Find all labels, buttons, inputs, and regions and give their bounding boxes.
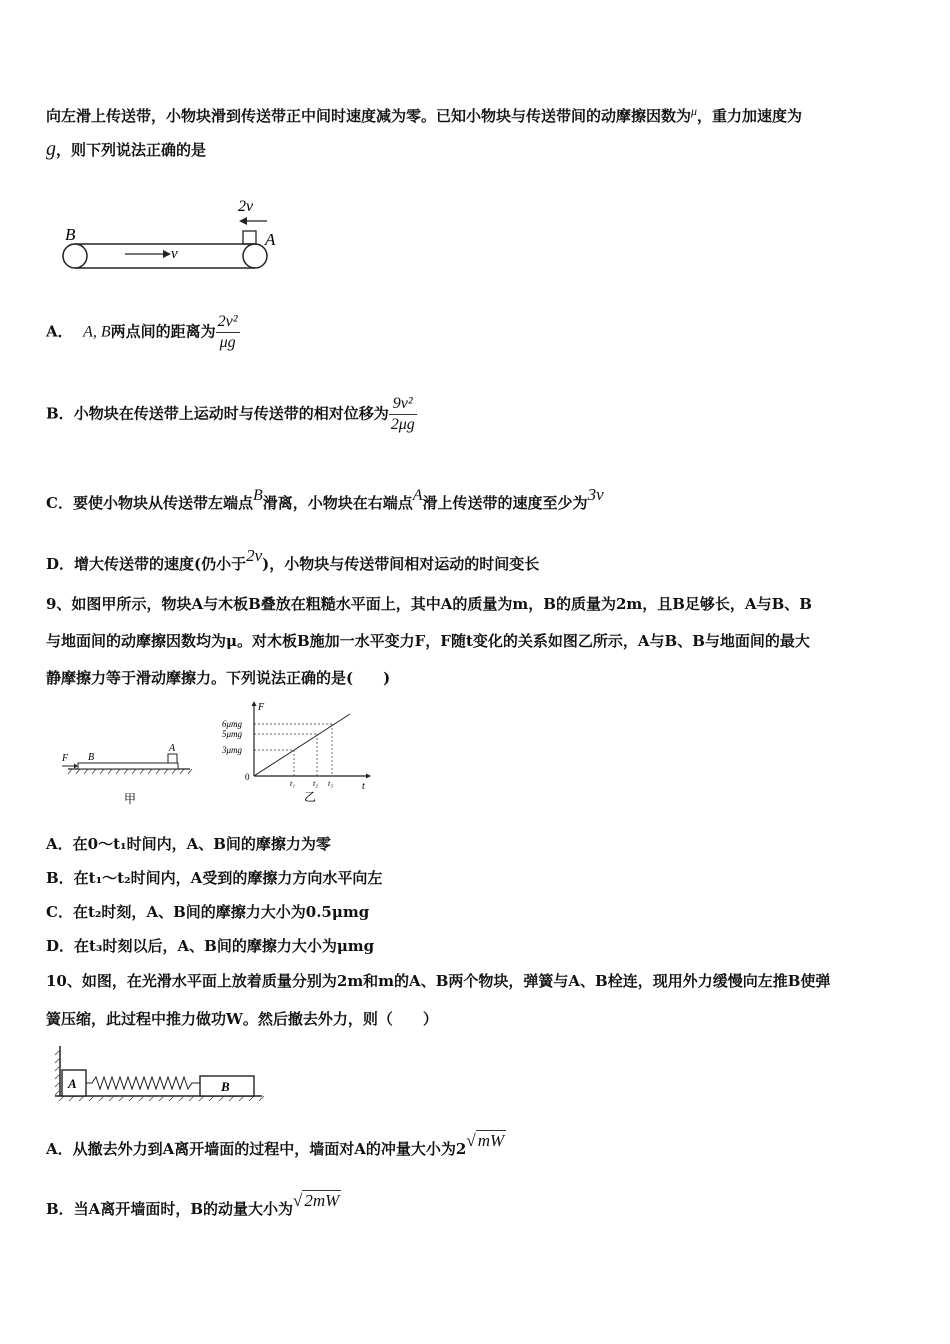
q10-line-1: 10、如图，在光滑水平面上放着质量分别为2m和m的A、B两个物块，弹簧与A、B栓连，现用外力缓慢向左推B使弹	[46, 972, 831, 990]
yi-axis-F: F	[258, 702, 265, 713]
jia-caption: 甲	[124, 792, 137, 806]
spring-blocks-figure	[52, 1040, 272, 1108]
q8-option-c[interactable]: C．要使小物块从传送带左端点B滑离，小物块在右端点A滑上传送带的速度至少为3v	[46, 485, 604, 512]
q8-option-a[interactable]: A． A, B两点间的距离为 $\frac{\text{2v²}}{\mu g}$	[46, 313, 238, 351]
yi-xtick-t2: t₂	[313, 779, 319, 788]
intro-line-2: g，则下列说法正确的是	[46, 138, 207, 160]
q9-line-3: 静摩擦力等于滑动摩擦力。下列说法正确的是( )	[46, 669, 391, 687]
jia-label-F: F	[62, 753, 69, 764]
belt-label-2v: 2v	[238, 198, 254, 215]
intro-line-1: 向左滑上传送带，小物块滑到传送带正中间时速度减为零。已知小物块与传送带间的动摩擦因数为$^\mu$，重力加速度为	[46, 104, 803, 125]
figure-jia	[58, 735, 203, 810]
belt-label-v: v	[171, 246, 178, 262]
jia-label-A: A	[169, 743, 176, 754]
belt-label-B: B	[65, 225, 76, 244]
q8-option-d[interactable]: D．增大传送带的速度(仍小于2v)，小物块与传送带间相对运动的时间变长	[46, 546, 540, 573]
yi-origin: 0	[245, 772, 250, 782]
spring-label-A: A	[68, 1076, 77, 1091]
fraction-2v2-over-mug: $\frac{\text{2v²}}{\mu g}$	[217, 313, 238, 351]
q10-option-b[interactable]: B．当A离开墙面时，B的动量大小为√ 2mW	[46, 1191, 340, 1218]
yi-ytick-3: 3μmg	[222, 745, 243, 755]
q9-line-1: 9、如图甲所示，物块A与木板B叠放在粗糙水平面上，其中A的质量为m，B的质量为2m，且B足够长，A与B、B	[46, 595, 812, 613]
conveyor-belt-figure	[55, 188, 295, 278]
fraction-9v2-over-2mug: $\frac{\text{9v²}}{2\mu g}$	[390, 395, 415, 433]
figure-yi	[218, 700, 378, 805]
yi-ytick-5: 5μmg	[222, 729, 243, 739]
q9-option-b[interactable]: B．在t₁～t₂时间内，A受到的摩擦力方向水平向左	[46, 869, 383, 887]
q9-line-2: 与地面间的动摩擦因数均为μ。对木板B施加一水平变力F，F随t变化的关系如图乙所示，A与B、B与地面间的最大	[46, 632, 810, 650]
q9-option-c[interactable]: C．在t₂时刻，A、B间的摩擦力大小为0.5μmg	[46, 903, 370, 921]
yi-caption: 乙	[304, 790, 317, 804]
q9-option-d[interactable]: D．在t₃时刻以后，A、B间的摩擦力大小为μmg	[46, 937, 375, 955]
sqrt-mW: √ mW	[466, 1131, 505, 1150]
q9-option-a[interactable]: A．在0～t₁时间内，A、B间的摩擦力为零	[46, 835, 331, 853]
yi-axis-t: t	[362, 781, 365, 792]
yi-xtick-t1: t₁	[290, 779, 296, 788]
yi-xtick-t3: t₃	[328, 779, 334, 788]
belt-label-A: A	[265, 230, 276, 249]
q10-line-2: 簧压缩，此过程中推力做功W。然后撤去外力，则（ ）	[46, 1010, 438, 1028]
yi-ytick-6: 6μmg	[222, 719, 243, 729]
q10-option-a[interactable]: A．从撤去外力到A离开墙面的过程中，墙面对A的冲量大小为2√ mW	[46, 1131, 505, 1158]
spring-label-B: B	[221, 1079, 230, 1094]
q8-option-b[interactable]: B．小物块在传送带上运动时与传送带的相对位移为 $\frac{\text{9v²}}{2\mu g}$	[46, 395, 415, 433]
sqrt-2mW: √ 2mW	[293, 1191, 340, 1210]
jia-label-B: B	[88, 752, 95, 763]
